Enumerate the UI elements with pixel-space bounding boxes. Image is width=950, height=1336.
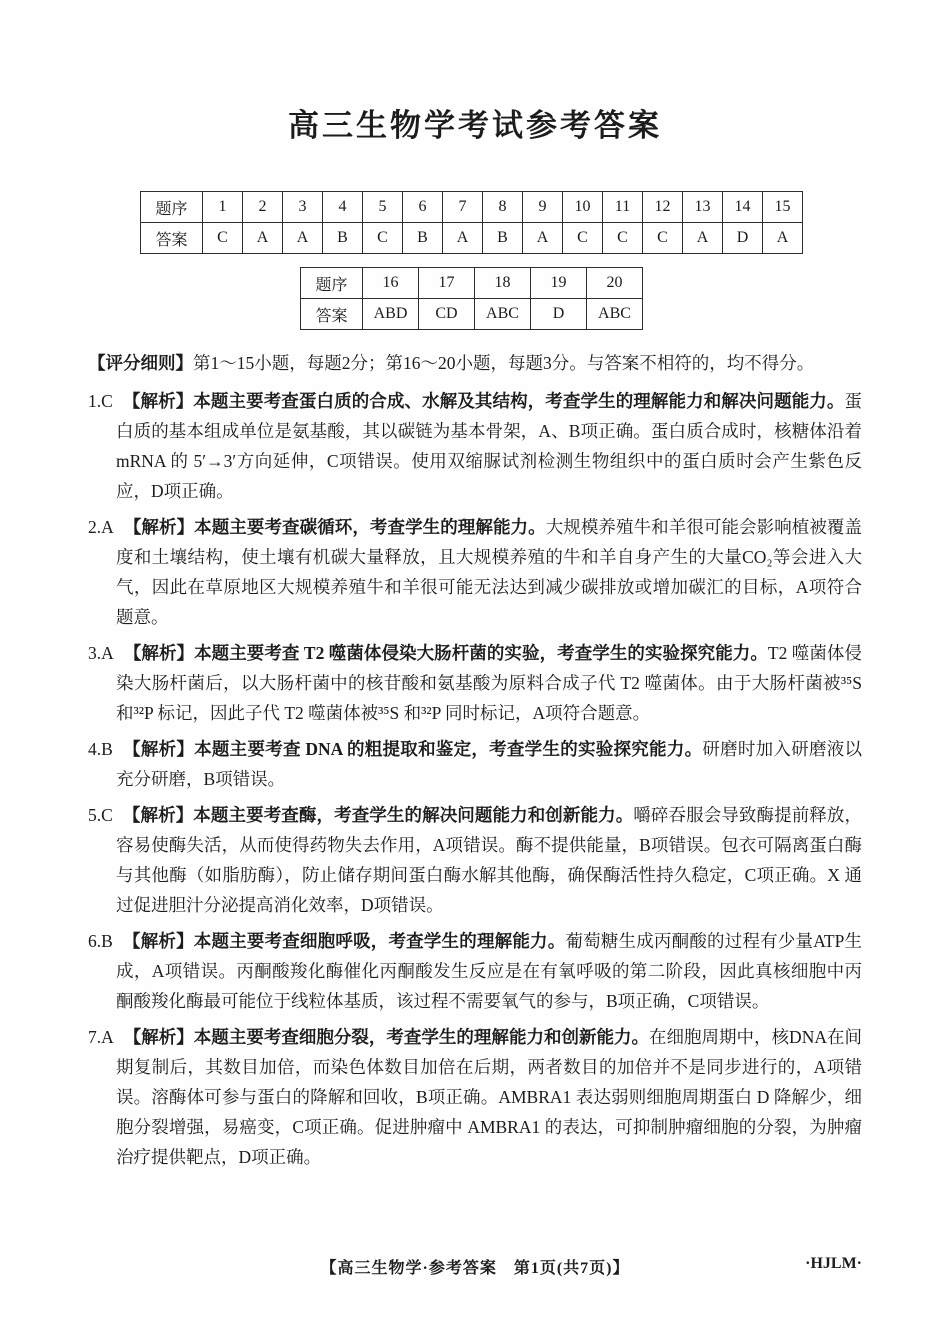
analysis-lead: 【解析】本题主要考查蛋白质的合成、水解及其结构，考查学生的理解能力和解决问题能力。 xyxy=(122,391,845,411)
table-cell: A xyxy=(243,223,283,254)
analysis-lead: 【解析】本题主要考查 DNA 的粗提取和鉴定，考查学生的实验探究能力。 xyxy=(122,739,703,759)
analysis-text: 葡萄糖生成丙酮酸的过程有少量ATP生成，A项错误。丙酮酸羧化酶催化丙酮酸发生反应是在有氧呼吸的第二阶段，因此真核细胞中丙酮酸羧化酶最可能位于线粒体基质，该过程不需要氧气的参与，B项正确，C项错误。 xyxy=(116,931,863,1011)
answer-table-2 xyxy=(300,267,643,330)
table-cell: 13 xyxy=(683,192,723,223)
explanation-item-1 xyxy=(88,386,862,506)
table-cell: 7 xyxy=(443,192,483,223)
answer-number: 4.B xyxy=(88,739,113,759)
analysis-text: 大规模养殖牛和羊很可能会影响植被覆盖度和土壤结构，使土壤有机碳大量释放，且大规模养殖的牛和羊自身产生的大量CO₂等会进入大气，因此在草原地区大规模养殖牛和羊很可能无法达到减少碳排放或增加碳汇的目标，A项符合题意。 xyxy=(116,517,863,627)
table-cell: 16 xyxy=(363,268,419,299)
answer-number: 7.A xyxy=(88,1027,114,1047)
table-cell: 1 xyxy=(203,192,243,223)
table-cell: ABC xyxy=(587,299,643,330)
table-cell: 15 xyxy=(763,192,803,223)
table-header-cell: 答案 xyxy=(141,223,203,254)
table-cell: 14 xyxy=(723,192,763,223)
analysis-lead: 【解析】本题主要考查 T2 噬菌体侵染大肠杆菌的实验，考查学生的实验探究能力。 xyxy=(123,643,768,663)
footer-code: ·HJLM· xyxy=(805,1255,862,1272)
table-cell: 17 xyxy=(419,268,475,299)
table-cell: A xyxy=(763,223,803,254)
table-cell: 5 xyxy=(363,192,403,223)
table-cell: D xyxy=(723,223,763,254)
table-cell: CD xyxy=(419,299,475,330)
table-cell: A xyxy=(683,223,723,254)
analysis-text: 嚼碎吞服会导致酶提前释放，容易使酶失活，从而使得药物失去作用，A项错误。酶不提供能量，B项错误。包衣可隔离蛋白酶与其他酶（如脂肪酶），防止储存期间蛋白酶水解其他酶，确保酶活性持久稳定，C项正确。X 通过促进胆汁分泌提高消化效率，D项错误。 xyxy=(116,805,863,915)
table-cell: 10 xyxy=(563,192,603,223)
table-row-numbers xyxy=(301,268,643,299)
table-cell: C xyxy=(203,223,243,254)
explanation-item-7 xyxy=(88,1022,862,1172)
table-cell: 8 xyxy=(483,192,523,223)
table-cell: A xyxy=(443,223,483,254)
table-header-cell: 答案 xyxy=(301,299,363,330)
table-cell: A xyxy=(523,223,563,254)
analysis-text: 研磨时加入研磨液以充分研磨，B项错误。 xyxy=(116,739,863,789)
footer-title: 【高三生物学·参考答案 第1页(共7页)】 xyxy=(320,1260,630,1277)
table-cell: 19 xyxy=(531,268,587,299)
analysis-lead: 【解析】本题主要考查酶，考查学生的解决问题能力和创新能力。 xyxy=(122,805,634,825)
table-header-cell: 题序 xyxy=(141,192,203,223)
table-cell: 9 xyxy=(523,192,563,223)
explanation-list xyxy=(88,386,862,1172)
page-footer xyxy=(88,1255,862,1278)
table-cell: B xyxy=(403,223,443,254)
answer-number: 5.C xyxy=(88,805,113,825)
table-row-answers xyxy=(301,299,643,330)
table-cell: B xyxy=(483,223,523,254)
answer-number: 6.B xyxy=(88,931,113,951)
table-row-numbers xyxy=(141,192,803,223)
table-cell: 18 xyxy=(475,268,531,299)
table-cell: C xyxy=(603,223,643,254)
analysis-lead: 【解析】本题主要考查细胞呼吸，考查学生的理解能力。 xyxy=(122,931,566,951)
table-header-cell: 题序 xyxy=(301,268,363,299)
explanation-item-2 xyxy=(88,512,862,632)
table-cell: C xyxy=(363,223,403,254)
grading-rule-label: 【评分细则】 xyxy=(88,353,193,373)
analysis-lead: 【解析】本题主要考查细胞分裂，考查学生的理解能力和创新能力。 xyxy=(123,1027,649,1047)
answer-table-1 xyxy=(140,191,803,254)
table-cell: D xyxy=(531,299,587,330)
page-title: 高三生物学考试参考答案 xyxy=(288,108,662,143)
table-cell: 20 xyxy=(587,268,643,299)
answer-number: 3.A xyxy=(88,643,114,663)
table-cell: C xyxy=(643,223,683,254)
explanation-item-5 xyxy=(88,800,862,920)
document-content xyxy=(88,191,862,1172)
explanation-item-6 xyxy=(88,926,862,1016)
explanation-item-3 xyxy=(88,638,862,728)
table-cell: 6 xyxy=(403,192,443,223)
analysis-text: T2 噬菌体侵染大肠杆菌后，以大肠杆菌中的核苷酸和氨基酸为原料合成子代 T2 噬菌体。由于大肠杆菌被³⁵S 和³²P 标记，因此子代 T2 噬菌体被³⁵S 和³²P 同时标记，A项符合题意。 xyxy=(116,643,862,723)
analysis-text: 蛋白质的基本组成单位是氨基酸，其以碳链为基本骨架，A、B项正确。蛋白质合成时，核糖体沿着 mRNA 的 5′→3′方向延伸，C项错误。使用双缩脲试剂检测生物组织中的蛋白质时会产生紫色反应，D项正确。 xyxy=(116,391,862,501)
table-cell: 4 xyxy=(323,192,363,223)
table-cell: ABD xyxy=(363,299,419,330)
grading-rule-text: 第1～15小题，每题2分；第16～20小题，每题3分。与答案不相符的，均不得分。 xyxy=(193,353,815,373)
table-cell: 11 xyxy=(603,192,643,223)
grading-rule xyxy=(88,348,862,378)
table-cell: 2 xyxy=(243,192,283,223)
table-cell: 12 xyxy=(643,192,683,223)
table-cell: C xyxy=(563,223,603,254)
table-row-answers xyxy=(141,223,803,254)
table-cell: A xyxy=(283,223,323,254)
table-cell: B xyxy=(323,223,363,254)
explanation-item-4 xyxy=(88,734,862,794)
analysis-text: 在细胞周期中，核DNA在间期复制后，其数目加倍，而染色体数目加倍在后期，两者数目的加倍并不是同步进行的，A项错误。溶酶体可参与蛋白的降解和回收，B项正确。AMBRA1 表达弱则细胞周期蛋白 D 降解少，细胞分裂增强，易癌变，C项正确。促进肿瘤中 AMBRA1 的表达，可抑制肿瘤细胞的分裂，为肿瘤治疗提供靶点，D项正确。 xyxy=(116,1027,862,1167)
answer-number: 2.A xyxy=(88,517,114,537)
analysis-lead: 【解析】本题主要考查碳循环，考查学生的理解能力。 xyxy=(123,517,546,537)
table-cell: ABC xyxy=(475,299,531,330)
table-cell: 3 xyxy=(283,192,323,223)
answer-number: 1.C xyxy=(88,391,113,411)
